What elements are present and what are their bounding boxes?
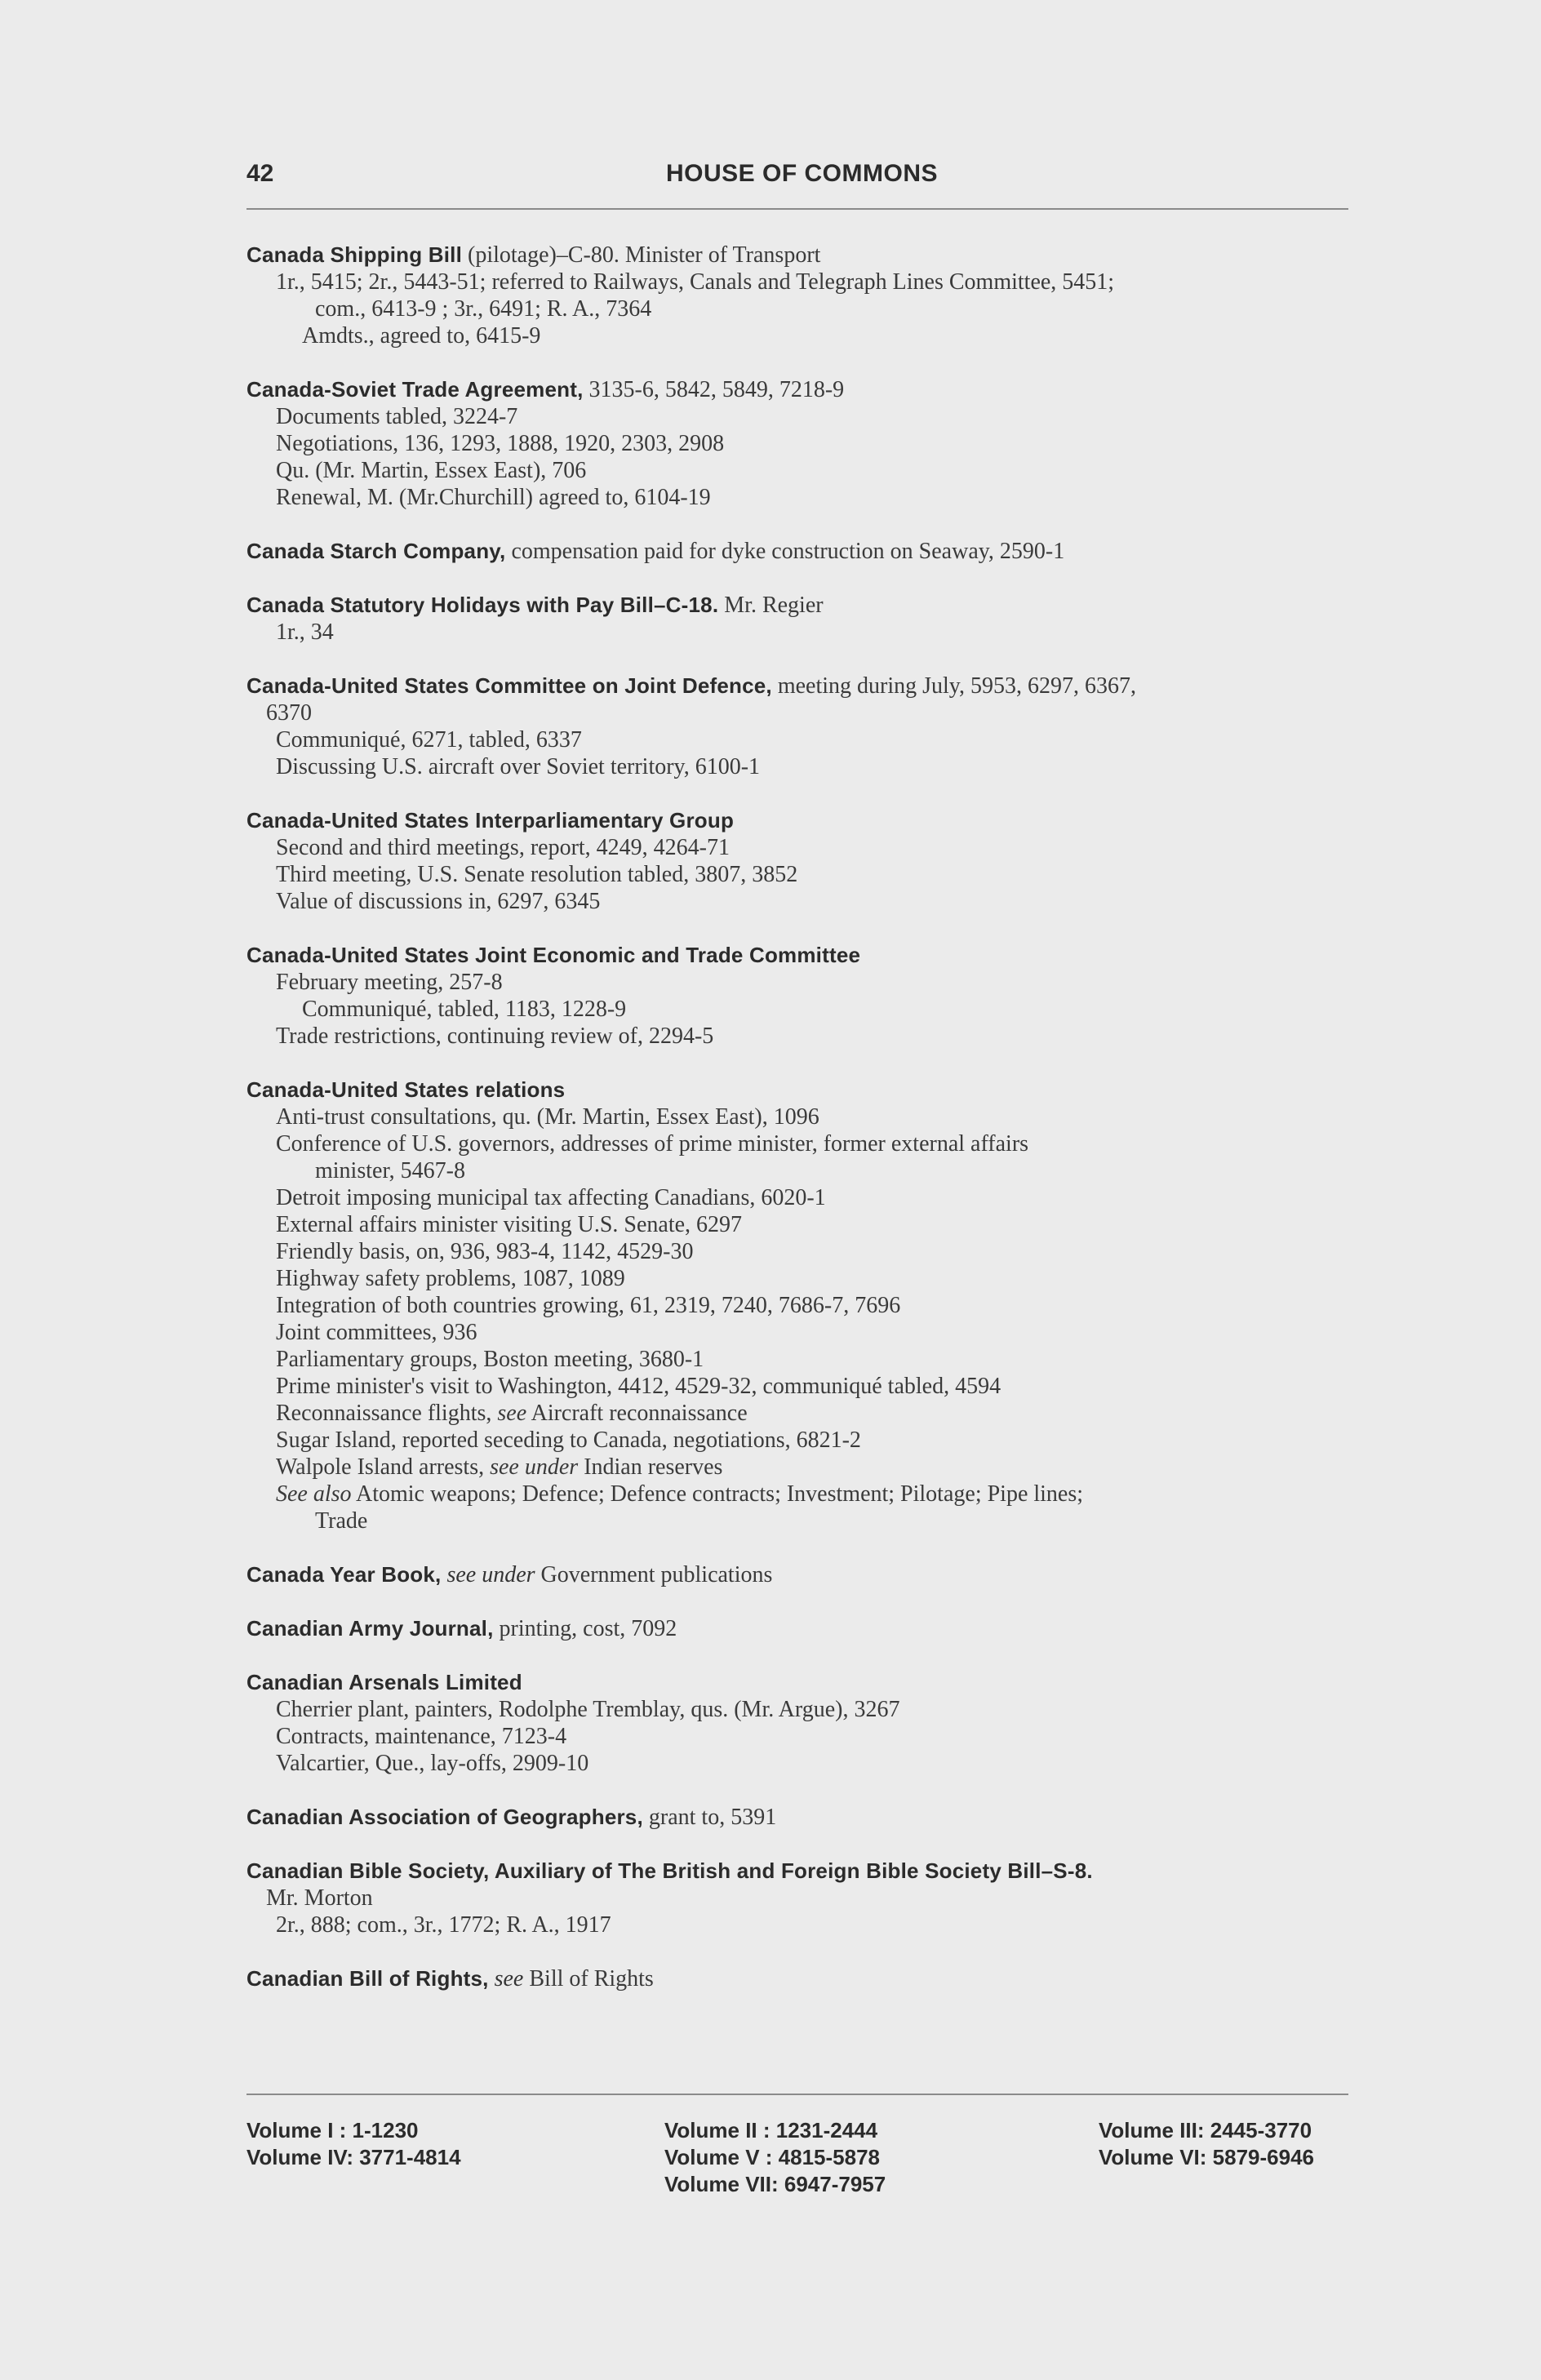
- subentry-text: Walpole Island arrests,: [276, 1454, 491, 1480]
- subentry-text: Reconnaissance flights,: [276, 1401, 498, 1426]
- entry-heading: [246, 1965, 1357, 1992]
- subentry-text: Valcartier, Que., lay-offs, 2909-10: [276, 1751, 589, 1776]
- entry-heading: [246, 673, 1357, 699]
- subentry-text: Anti-trust consultations, qu. (Mr. Martin, Essex East), 1096: [276, 1104, 819, 1130]
- subentry: [246, 726, 1357, 753]
- subentry-text: Second and third meetings, report, 4249, 4264-71: [276, 835, 731, 860]
- subentry: [246, 619, 1357, 646]
- entry-heading-term: Canadian Bible Society, Auxiliary of The British and Foreign Bible Society Bill–S-8.: [246, 1858, 1093, 1883]
- subentry: [246, 1400, 1357, 1427]
- volume-range: Volume III: 2445-3770: [1099, 2118, 1312, 2142]
- subentry: [246, 861, 1357, 888]
- page-number: 42: [246, 160, 274, 187]
- subentry: [246, 1184, 1357, 1211]
- volume-range: Volume IV: 3771-4814: [246, 2145, 461, 2169]
- entry-heading-detail: 3135-6, 5842, 5849, 7218-9: [588, 377, 845, 402]
- index-entry: [246, 1669, 1357, 1777]
- subentry-text: Highway safety problems, 1087, 1089: [276, 1266, 625, 1291]
- subentry-continuation: Trade: [315, 1508, 368, 1534]
- entry-heading: [246, 807, 1357, 834]
- cross-reference-target: Atomic weapons; Defence; Defence contracts; Investment; Pilotage; Pipe lines;: [351, 1481, 1084, 1507]
- entry-heading: [246, 1077, 1357, 1103]
- entry-heading: [246, 242, 1357, 269]
- subentry-text: Amdts., agreed to, 6415-9: [302, 323, 541, 349]
- subentry-text: Prime minister's visit to Washington, 4412, 4529-32, communiqué tabled, 4594: [276, 1374, 1001, 1399]
- subentry-continuation: minister, 5467-8: [315, 1158, 465, 1183]
- subentry: [246, 996, 1357, 1023]
- cross-reference-marker: see under: [490, 1454, 579, 1480]
- entry-heading-term: Canada Year Book,: [246, 1562, 442, 1587]
- subentry-text: Cherrier plant, painters, Rodolphe Tremblay, qus. (Mr. Argue), 3267: [276, 1697, 900, 1722]
- subentry: [246, 1696, 1357, 1723]
- subentry-text: Third meeting, U.S. Senate resolution tabled, 3807, 3852: [276, 862, 798, 887]
- cross-reference-marker: see under: [446, 1562, 535, 1587]
- subentry-text: Friendly basis, on, 936, 983-4, 1142, 4529-30: [276, 1239, 694, 1264]
- subentry: [246, 753, 1357, 780]
- index-entries: [246, 242, 1357, 2019]
- subentry: [246, 1023, 1357, 1050]
- subentry: [246, 269, 1357, 322]
- entry-heading-detail: meeting during July, 5953, 6297, 6367,: [777, 673, 1136, 699]
- volume-range: Volume V : 4815-5878: [664, 2145, 880, 2169]
- subentry: [246, 1723, 1357, 1750]
- index-entry: [246, 942, 1357, 1050]
- entry-heading: [246, 1615, 1357, 1642]
- entry-heading-term: Canada-Soviet Trade Agreement,: [246, 377, 584, 402]
- subentry-text: Conference of U.S. governors, addresses of prime minister, former external affairs: [276, 1131, 1029, 1157]
- entry-heading: [246, 1858, 1357, 1885]
- subentry: [246, 1319, 1357, 1346]
- subentry-text: Negotiations, 136, 1293, 1888, 1920, 2303, 2908: [276, 431, 725, 456]
- volume-range: Volume VI: 5879-6946: [1099, 2145, 1314, 2169]
- subentry: [246, 969, 1357, 996]
- entry-heading-detail: compensation paid for dyke construction on Seaway, 2590-1: [511, 539, 1065, 564]
- subentry: [246, 1346, 1357, 1373]
- subentry-text: Documents tabled, 3224-7: [276, 404, 518, 429]
- subentry-text: February meeting, 257-8: [276, 970, 503, 995]
- subentry-text: Parliamentary groups, Boston meeting, 3680-1: [276, 1347, 704, 1372]
- index-entry: [246, 1965, 1357, 1992]
- index-entry: [246, 242, 1357, 349]
- subentry: [246, 1238, 1357, 1265]
- subentry: [246, 1211, 1357, 1238]
- index-entry: [246, 1561, 1357, 1588]
- volume-column-1: [246, 2117, 461, 2171]
- subentry: [246, 834, 1357, 861]
- subentry-continuation: com., 6413-9 ; 3r., 6491; R. A., 7364: [315, 296, 652, 322]
- index-entry: [246, 376, 1357, 511]
- entry-heading-detail: printing, cost, 7092: [499, 1616, 677, 1641]
- subentry-text: Communiqué, tabled, 1183, 1228-9: [302, 997, 627, 1022]
- index-entry: [246, 807, 1357, 915]
- entry-heading-term: Canada-United States Interparliamentary Group: [246, 808, 735, 833]
- cross-reference-marker: see: [497, 1401, 527, 1426]
- subentry: [246, 888, 1357, 915]
- subentry: [246, 1481, 1357, 1534]
- subentry-text: Trade restrictions, continuing review of, 2294-5: [276, 1023, 714, 1049]
- index-entry: [246, 673, 1357, 780]
- cross-reference-target: Bill of Rights: [523, 1966, 654, 1991]
- subentry-text: External affairs minister visiting U.S. Senate, 6297: [276, 1212, 743, 1237]
- index-entry: [246, 592, 1357, 646]
- entry-heading-term: Canada Starch Company,: [246, 539, 506, 563]
- subentry: [246, 1265, 1357, 1292]
- subentry: [246, 1292, 1357, 1319]
- subentry: [246, 322, 1357, 349]
- subentry-text: Renewal, M. (Mr.Churchill) agreed to, 6104-19: [276, 485, 711, 510]
- subentry-text: Sugar Island, reported seceding to Canada, negotiations, 6821-2: [276, 1428, 861, 1453]
- subentry-text: Qu. (Mr. Martin, Essex East), 706: [276, 458, 587, 483]
- cross-reference-marker: See also: [276, 1481, 352, 1507]
- entry-heading-term: Canada Shipping Bill: [246, 242, 463, 267]
- cross-reference-target: Government publications: [535, 1562, 773, 1587]
- cross-reference-target: Aircraft reconnaissance: [526, 1401, 748, 1426]
- entry-heading-term: Canada-United States relations: [246, 1077, 566, 1102]
- entry-heading-term: Canada-United States Joint Economic and Trade Committee: [246, 943, 861, 967]
- entry-heading: [246, 592, 1357, 619]
- page-header: [246, 160, 1348, 201]
- subentry: [246, 1373, 1357, 1400]
- entry-heading-term: Canadian Association of Geographers,: [246, 1805, 643, 1829]
- volume-column-3: [1099, 2117, 1314, 2171]
- footer-rule: [246, 2094, 1348, 2095]
- subentry: [246, 1454, 1357, 1481]
- cross-reference-marker: see: [494, 1966, 524, 1991]
- subentry: [246, 1427, 1357, 1454]
- subentry: [246, 1912, 1357, 1938]
- index-entry: [246, 1804, 1357, 1831]
- subentry: [246, 1750, 1357, 1777]
- index-entry: [246, 1615, 1357, 1642]
- subentry: [246, 1130, 1357, 1184]
- volume-range: Volume II : 1231-2444: [664, 2118, 878, 2142]
- entry-heading: [246, 1669, 1357, 1696]
- subentry-text: Detroit imposing municipal tax affecting Canadians, 6020-1: [276, 1185, 826, 1210]
- entry-heading-detail: grant to, 5391: [648, 1805, 777, 1830]
- subentry: [246, 1103, 1357, 1130]
- cross-reference-target: Indian reserves: [578, 1454, 723, 1480]
- entry-heading: [246, 942, 1357, 969]
- entry-heading-continuation: 6370: [266, 700, 312, 726]
- entry-heading: [246, 1804, 1357, 1831]
- subentry-text: Integration of both countries growing, 61, 2319, 7240, 7686-7, 7696: [276, 1293, 901, 1318]
- entry-heading-term: Canadian Arsenals Limited: [246, 1670, 522, 1694]
- subentry-text: Communiqué, 6271, tabled, 6337: [276, 727, 582, 753]
- entry-heading: [246, 1561, 1357, 1588]
- volume-range: Volume VII: 6947-7957: [664, 2172, 886, 2196]
- index-entry: [246, 538, 1357, 565]
- subentry-text: Value of discussions in, 6297, 6345: [276, 889, 601, 914]
- subentry: [246, 403, 1357, 430]
- volume-range: Volume I : 1-1230: [246, 2118, 419, 2142]
- entry-heading: [246, 538, 1357, 565]
- index-entry: [246, 1858, 1357, 1938]
- subentry-text: 2r., 888; com., 3r., 1772; R. A., 1917: [276, 1912, 611, 1938]
- running-title: HOUSE OF COMMONS: [666, 160, 939, 187]
- subentry-text: 1r., 5415; 2r., 5443-51; referred to Railways, Canals and Telegraph Lines Committee, 5451;: [276, 269, 1115, 295]
- entry-heading-term: Canada-United States Committee on Joint Defence,: [246, 673, 772, 698]
- entry-heading-detail: Mr. Regier: [724, 593, 824, 618]
- subentry-text: Discussing U.S. aircraft over Soviet territory, 6100-1: [276, 754, 761, 779]
- entry-heading-term: Canada Statutory Holidays with Pay Bill–C-18.: [246, 593, 719, 617]
- subentry-text: Joint committees, 936: [276, 1320, 477, 1345]
- index-entry: [246, 1077, 1357, 1534]
- entry-heading: [246, 376, 1357, 403]
- volume-column-2: [664, 2117, 886, 2198]
- header-rule: [246, 208, 1348, 210]
- entry-heading-detail: (pilotage)–C-80. Minister of Transport: [468, 242, 821, 268]
- subentry: [246, 457, 1357, 484]
- entry-heading-term: Canadian Bill of Rights,: [246, 1966, 489, 1991]
- subentry: [246, 430, 1357, 457]
- subentry-text: 1r., 34: [276, 619, 334, 645]
- subentry: [246, 484, 1357, 511]
- entry-heading-continuation: Mr. Morton: [266, 1885, 373, 1911]
- subentry-text: Contracts, maintenance, 7123-4: [276, 1724, 567, 1749]
- entry-heading-term: Canadian Army Journal,: [246, 1616, 494, 1641]
